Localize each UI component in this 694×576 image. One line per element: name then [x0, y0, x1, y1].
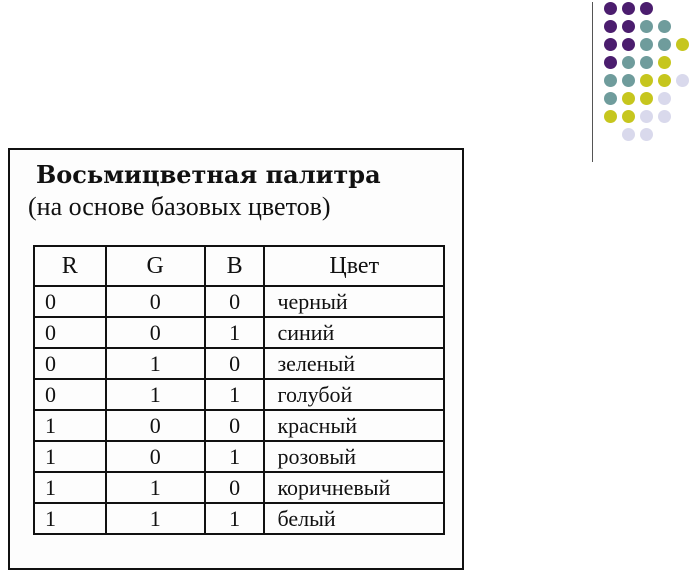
- cell-r: 0: [34, 317, 106, 348]
- cell-g: 0: [106, 317, 205, 348]
- decorative-dot: [640, 92, 653, 105]
- decorative-dot: [658, 38, 671, 51]
- cell-r: 1: [34, 472, 106, 503]
- decorative-dot: [640, 20, 653, 33]
- decorative-dot: [604, 92, 617, 105]
- decorative-dot: [640, 56, 653, 69]
- cell-g: 0: [106, 410, 205, 441]
- table-row: [34, 317, 444, 348]
- cell-g: 1: [106, 503, 205, 534]
- decorative-dot: [640, 2, 653, 15]
- cell-r: 0: [34, 286, 106, 317]
- cell-r: 0: [34, 348, 106, 379]
- header-r: R: [34, 246, 106, 286]
- decorative-vertical-divider: [592, 2, 593, 162]
- header-b: B: [205, 246, 265, 286]
- card-subtitle: (на основе базовых цветов): [28, 192, 331, 221]
- decorative-dot: [676, 38, 689, 51]
- card-title: Восьмицветная палитра: [36, 160, 381, 189]
- decorative-dot: [604, 74, 617, 87]
- cell-color-name: черный: [264, 286, 444, 317]
- decorative-dot: [622, 92, 635, 105]
- palette-table: [33, 245, 445, 535]
- cell-color-name: синий: [264, 317, 444, 348]
- decorative-dot-grid: [0, 0, 694, 170]
- table-row: [34, 379, 444, 410]
- cell-r: 1: [34, 410, 106, 441]
- cell-b: 1: [205, 441, 265, 472]
- decorative-dot: [604, 110, 617, 123]
- table-row: [34, 286, 444, 317]
- cell-b: 0: [205, 348, 265, 379]
- decorative-dot: [658, 74, 671, 87]
- cell-r: 1: [34, 503, 106, 534]
- decorative-dot: [658, 92, 671, 105]
- decorative-dot: [604, 38, 617, 51]
- decorative-dot: [604, 2, 617, 15]
- decorative-dot: [640, 38, 653, 51]
- cell-b: 0: [205, 472, 265, 503]
- cell-g: 1: [106, 348, 205, 379]
- table-row: [34, 503, 444, 534]
- decorative-dot: [604, 56, 617, 69]
- decorative-dot: [676, 74, 689, 87]
- decorative-dot: [658, 110, 671, 123]
- decorative-dot: [622, 56, 635, 69]
- cell-color-name: голубой: [264, 379, 444, 410]
- cell-b: 1: [205, 317, 265, 348]
- decorative-dot: [622, 110, 635, 123]
- cell-color-name: розовый: [264, 441, 444, 472]
- decorative-dot: [658, 20, 671, 33]
- palette-card: [8, 148, 464, 570]
- cell-g: 1: [106, 379, 205, 410]
- decorative-dot: [640, 128, 653, 141]
- header-color: Цвет: [264, 246, 444, 286]
- cell-b: 1: [205, 503, 265, 534]
- table-row: [34, 410, 444, 441]
- cell-g: 1: [106, 472, 205, 503]
- decorative-dot: [622, 38, 635, 51]
- cell-r: 0: [34, 379, 106, 410]
- table-row: [34, 441, 444, 472]
- cell-color-name: красный: [264, 410, 444, 441]
- decorative-dot: [622, 128, 635, 141]
- decorative-dot: [604, 20, 617, 33]
- cell-b: 0: [205, 410, 265, 441]
- cell-r: 1: [34, 441, 106, 472]
- table-header-row: [34, 246, 444, 286]
- decorative-dot: [640, 74, 653, 87]
- decorative-dot: [622, 20, 635, 33]
- table-row: [34, 348, 444, 379]
- decorative-dot: [658, 56, 671, 69]
- header-g: G: [106, 246, 205, 286]
- decorative-dot: [622, 2, 635, 15]
- cell-color-name: белый: [264, 503, 444, 534]
- decorative-dot: [640, 110, 653, 123]
- cell-g: 0: [106, 441, 205, 472]
- cell-g: 0: [106, 286, 205, 317]
- cell-b: 0: [205, 286, 265, 317]
- table-row: [34, 472, 444, 503]
- cell-color-name: коричневый: [264, 472, 444, 503]
- cell-color-name: зеленый: [264, 348, 444, 379]
- cell-b: 1: [205, 379, 265, 410]
- decorative-dot: [622, 74, 635, 87]
